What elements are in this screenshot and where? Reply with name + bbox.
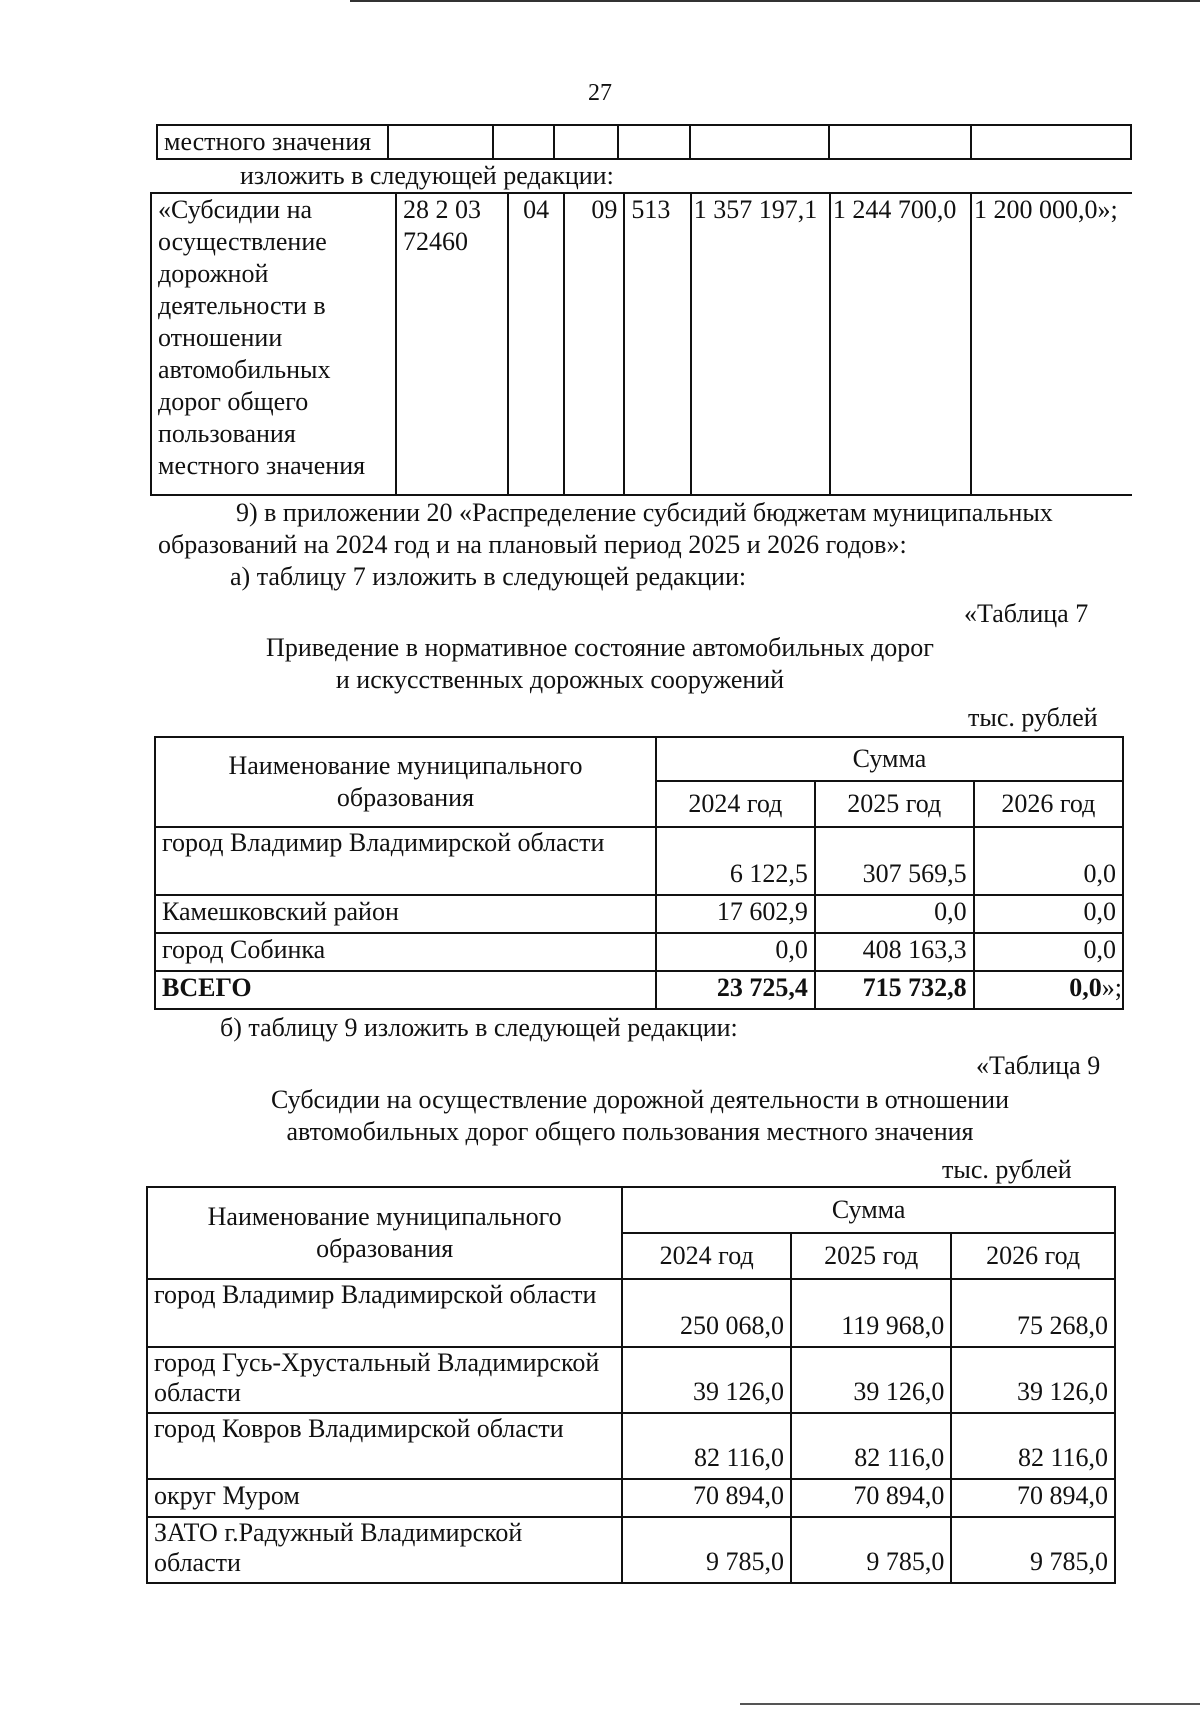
table9-cell: 39 126,0 [951,1347,1115,1413]
table9-cell: 70 894,0 [951,1479,1115,1517]
replace-instruction: изложить в следующей редакции: [240,161,614,190]
table9-cell: 39 126,0 [622,1347,791,1413]
subsidy-2025: 1 244 700,0 [830,193,971,495]
table7-row-name: город Владимир Владимирской области [155,827,656,895]
table7-units: тыс. рублей [968,703,1098,732]
paragraph-b: б) таблицу 9 изложить в следующей редакции: [220,1013,738,1042]
table9-cell: 9 785,0 [791,1517,951,1583]
table9-title-line-2: автомобильных дорог общего пользования местного значения [286,1117,974,1146]
table7-total-cell: 0,0»; [974,971,1123,1009]
table7-cell: 0,0 [815,895,974,933]
paragraph-9-line-2: образований на 2024 год и на плановый период 2025 и 2026 годов»: [158,530,907,559]
table9-cell: 119 968,0 [791,1279,951,1347]
table7-header-name: Наименование муниципального образования [155,737,656,827]
table9-cell: 39 126,0 [791,1347,951,1413]
table9-header-2025: 2025 год [791,1233,951,1279]
budget-table-subsidy [150,192,1132,496]
table9-cell: 82 116,0 [951,1413,1115,1479]
table9-cell: 82 116,0 [622,1413,791,1479]
paragraph-9-line-1: 9) в приложении 20 «Распределение субсидий бюджетам муниципальных [236,498,1053,527]
budget-row-name: местного значения [157,125,388,159]
scan-edge-top [350,0,1200,2]
table9-cell: 70 894,0 [791,1479,951,1517]
table9-row-name: город Владимир Владимирской области [147,1279,622,1347]
budget-table-continuation [156,124,1132,160]
table7-cell: 307 569,5 [815,827,974,895]
table9-title-line-1: Субсидии на осуществление дорожной деятельности в отношении [270,1085,1010,1114]
budget-cell-empty [554,125,619,159]
table7-header-2026: 2026 год [974,781,1123,827]
budget-cell-empty [618,125,690,159]
table7-label: «Таблица 7 [964,599,1089,628]
scan-edge-bottom [740,1703,1200,1705]
table9-cell: 70 894,0 [622,1479,791,1517]
table7-total-name: ВСЕГО [155,971,656,1009]
table7-header-2025: 2025 год [815,781,974,827]
budget-cell-empty [388,125,493,159]
budget-cell-empty [690,125,828,159]
table7-cell: 0,0 [974,827,1123,895]
table7-row-name: Камешковский район [155,895,656,933]
table7-title-line-1: Приведение в нормативное состояние автомобильных дорог [266,633,934,662]
table9-row-name: округ Муром [147,1479,622,1517]
table9 [146,1186,1116,1584]
budget-cell-empty [493,125,554,159]
subsidy-subsection: 09 [564,193,624,495]
table7 [154,736,1124,1010]
subsidy-name: «Субсидии на осуществление дорожной деятельности в отношении автомобильных дорог общего пользования местного значения [151,193,396,495]
table9-label: «Таблица 9 [976,1051,1101,1080]
subsidy-2024: 1 357 197,1 [691,193,830,495]
table9-cell: 9 785,0 [951,1517,1115,1583]
table9-header-name: Наименование муниципального образования [147,1187,622,1279]
table7-cell: 0,0 [656,933,815,971]
table9-header-sum: Сумма [622,1187,1115,1233]
table7-header-2024: 2024 год [656,781,815,827]
table7-cell: 0,0 [974,933,1123,971]
table9-cell: 75 268,0 [951,1279,1115,1347]
table9-row-name: ЗАТО г.Радужный Владимирской области [147,1517,622,1583]
page-number: 27 [588,80,612,106]
table9-row-name: город Гусь-Хрустальный Владимирской области [147,1347,622,1413]
table7-cell: 0,0 [974,895,1123,933]
subsidy-section: 04 [508,193,564,495]
table7-title-line-2: и искусственных дорожных сооружений [335,665,785,694]
table9-header-2024: 2024 год [622,1233,791,1279]
subsidy-2026: 1 200 000,0»; [971,193,1132,495]
table9-cell: 250 068,0 [622,1279,791,1347]
table9-row-name: город Ковров Владимирской области [147,1413,622,1479]
subsidy-type: 513 [624,193,690,495]
budget-cell-empty [829,125,971,159]
table9-units: тыс. рублей [942,1155,1072,1184]
table7-cell: 408 163,3 [815,933,974,971]
subsidy-code: 28 2 03 72460 [396,193,508,495]
table9-cell: 9 785,0 [622,1517,791,1583]
table9-cell: 82 116,0 [791,1413,951,1479]
table7-cell: 6 122,5 [656,827,815,895]
table7-total-cell: 23 725,4 [656,971,815,1009]
paragraph-a: а) таблицу 7 изложить в следующей редакции: [230,562,747,591]
budget-cell-empty [971,125,1131,159]
table7-cell: 17 602,9 [656,895,815,933]
table7-header-sum: Сумма [656,737,1123,781]
table9-header-2026: 2026 год [951,1233,1115,1279]
table7-row-name: город Собинка [155,933,656,971]
table7-total-cell: 715 732,8 [815,971,974,1009]
